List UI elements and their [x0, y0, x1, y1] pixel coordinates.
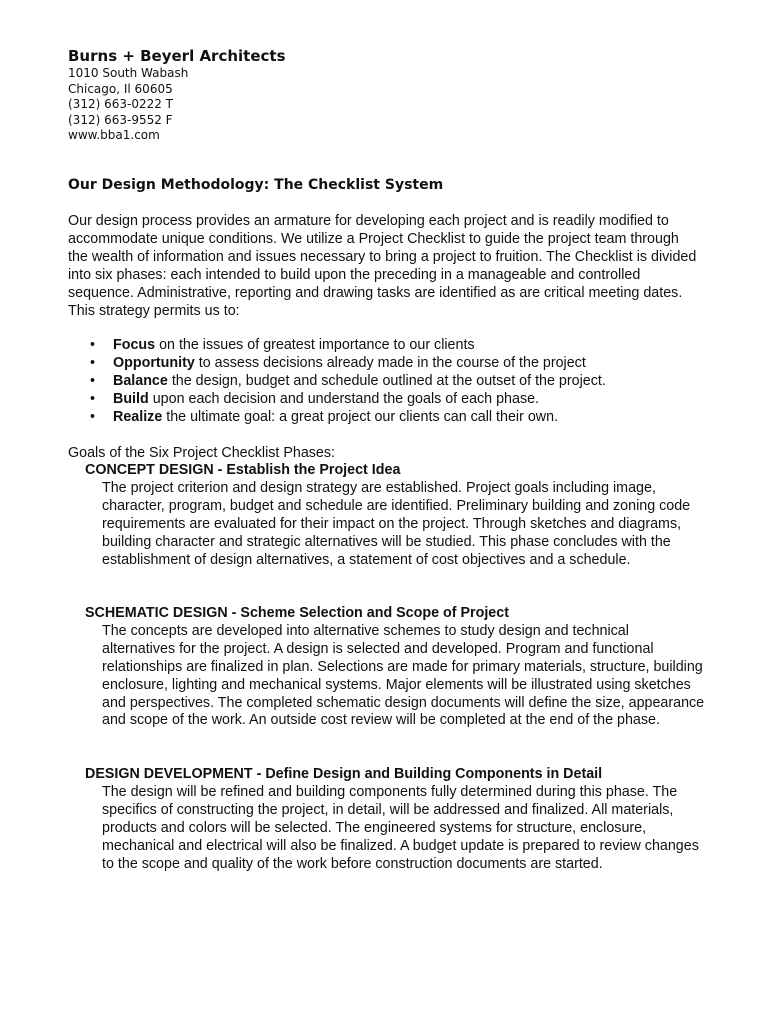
bullet-item-realize	[90, 409, 606, 427]
bullet-term: Balance	[113, 372, 168, 389]
phase-title: CONCEPT DESIGN - Establish the Project Idea	[85, 462, 401, 478]
bullet-text: on the issues of greatest importance to our clients	[155, 337, 475, 353]
bullet-term: Build	[113, 390, 149, 407]
bullet-icon: •	[90, 408, 96, 425]
bullet-item-focus	[90, 337, 606, 355]
website: www.bba1.com	[68, 128, 160, 143]
bullet-item-opportunity	[90, 355, 606, 373]
bullet-term: Focus	[113, 337, 156, 353]
phase-design-development	[85, 766, 705, 873]
phase-title: DESIGN DEVELOPMENT - Define Design and Building Components in Detail	[85, 766, 603, 782]
bullet-text: upon each decision and understand the goals of each phase.	[148, 390, 540, 407]
goals-heading: Goals of the Six Project Checklist Phases:	[68, 445, 335, 461]
strategy-bullet-list	[90, 337, 606, 427]
intro-paragraph: Our design process provides an armature for developing each project and is readily modified to accommodate unique conditions. We utilize a Project Checklist to guide the project team through the wealth of information and issues necessary to bring a project to fruition. The Checklist is divided into six phases: each intended to build upon the preceding in a manageable and controlled sequence. Administrative, reporting and drawing tasks are identified as are critical meeting dates. This strategy permits us to:	[68, 213, 697, 319]
fax-number: (312) 663-9552 F	[68, 112, 173, 127]
phase-description: The design will be refined and building components fully determined during this phase. The specifics of constructing the project, in detail, will be addressed and finalized. All materials, products and colors will be selected. The engineered systems for structure, enclosure, mechanical and electrical will also be finalized. A budget update is prepared to review changes to the scope and quality of the work before construction documents are started.	[102, 783, 699, 872]
phase-concept-design	[85, 462, 705, 569]
firm-name: Burns + Beyerl Architects	[68, 47, 286, 65]
address-street: 1010 South Wabash	[68, 66, 189, 80]
address-city: Chicago, Il 60605	[68, 81, 173, 96]
bullet-icon: •	[90, 337, 96, 353]
phone-number: (312) 663-0222 T	[68, 97, 173, 112]
bullet-item-build	[90, 391, 606, 409]
bullet-icon: •	[90, 354, 96, 371]
phase-schematic-design	[85, 605, 705, 730]
bullet-icon: •	[90, 372, 96, 389]
section-title: Our Design Methodology: The Checklist System	[68, 177, 444, 193]
bullet-text: the ultimate goal: a great project our clients can call their own.	[162, 408, 559, 425]
bullet-term: Opportunity	[113, 354, 195, 371]
bullet-item-balance	[90, 373, 606, 391]
letterhead	[68, 47, 286, 144]
phase-description: The project criterion and design strategy are established. Project goals including image, character, program, budget and schedule are identified. Preliminary building and zoning code requirements are evaluated for their impact on the project. Through sketches and diagrams, building character and strategic alternatives will be studied. This phase concludes with the establishment of design alternatives, a statement of cost objectives and a schedule.	[102, 479, 691, 568]
phase-description: The concepts are developed into alternative schemes to study design and technical alternatives for the project. A design is selected and developed. Program and functional relationships are finalized in plan. Selections are made for primary materials, structure, building enclosure, lighting and mechanical systems. Major elements will be illustrated using sketches and perspectives. The completed schematic design documents will define the size, appearance and scope of the work. An outside cost review will be completed at the end of the phase.	[102, 622, 705, 729]
bullet-text: the design, budget and schedule outlined at the outset of the project.	[167, 372, 606, 389]
bullet-icon: •	[90, 390, 96, 407]
phase-title: SCHEMATIC DESIGN - Scheme Selection and Scope of Project	[85, 605, 509, 621]
bullet-term: Realize	[113, 408, 163, 425]
bullet-text: to assess decisions already made in the course of the project	[194, 354, 586, 371]
